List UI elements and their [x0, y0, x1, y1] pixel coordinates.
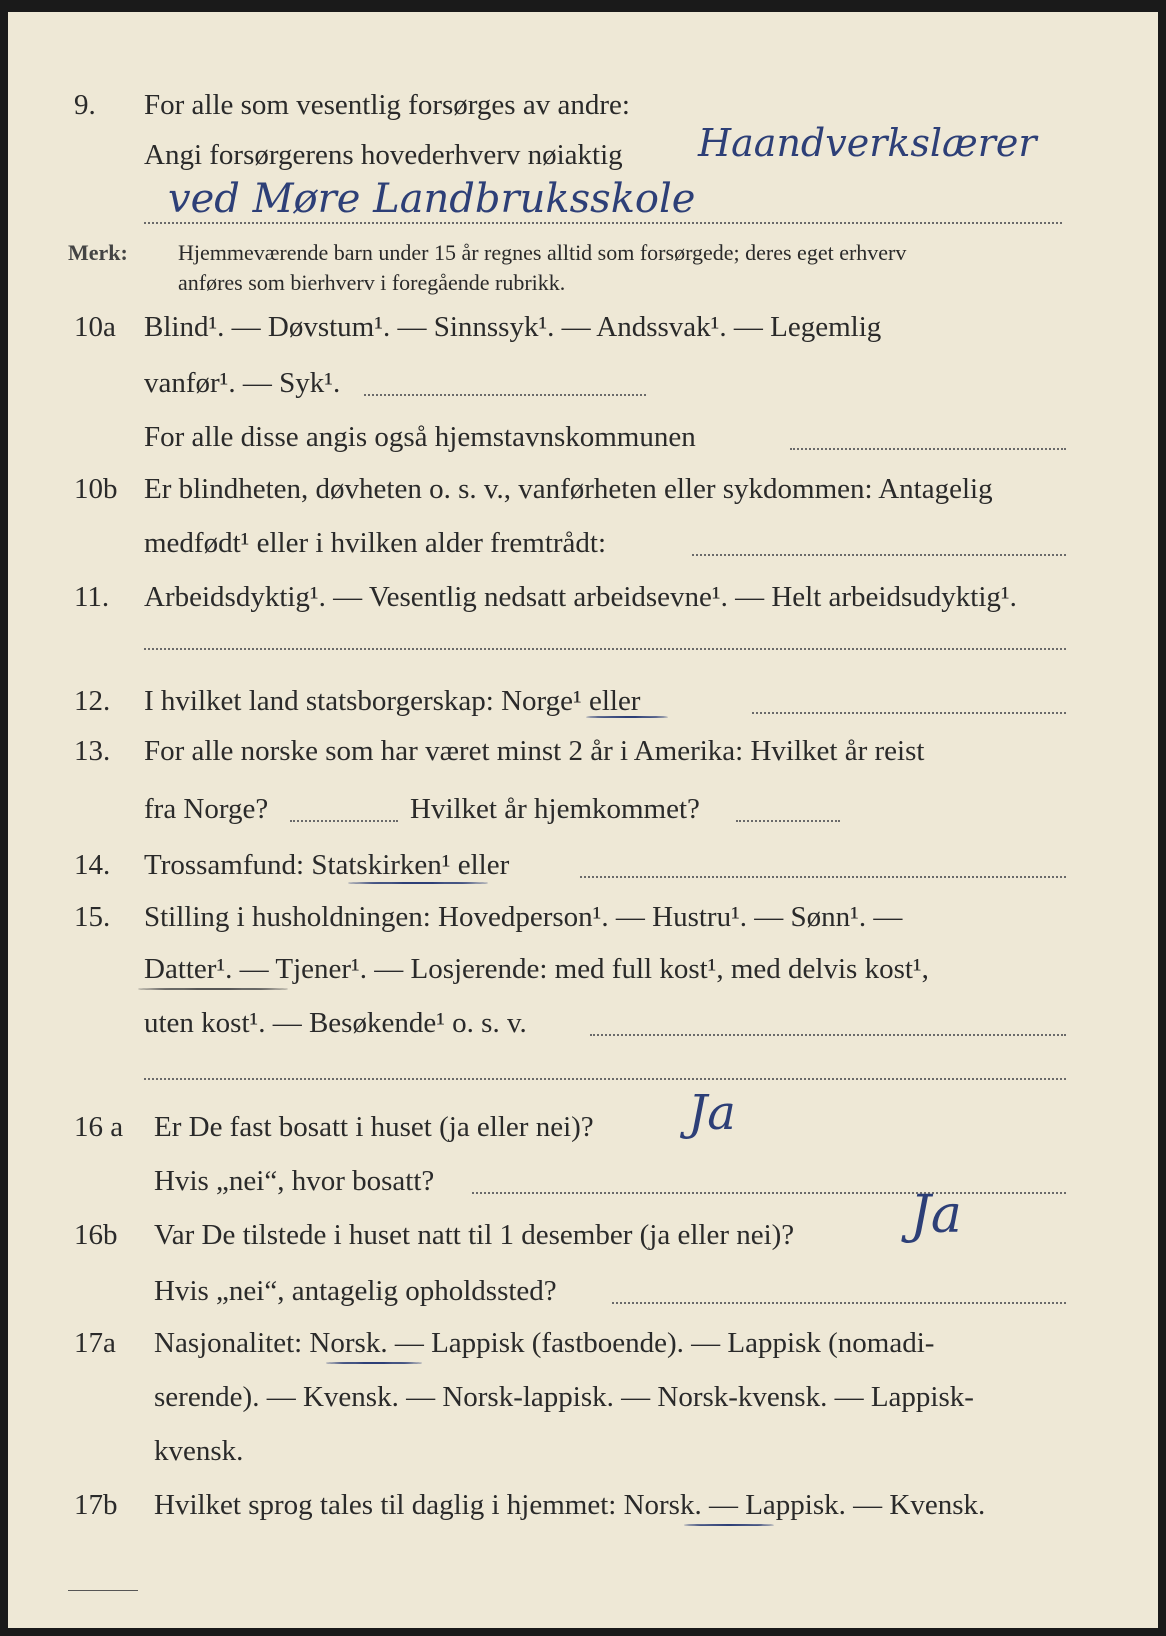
- q13-fill-line-2: [736, 820, 840, 822]
- q15-fill-line-2: [144, 1078, 1066, 1080]
- q17a-answer-underline: [326, 1362, 422, 1364]
- q10a-number: 10a: [74, 311, 116, 343]
- merk-label: Merk:: [68, 240, 128, 265]
- q15-number: 15.: [74, 901, 111, 933]
- q12-number: 12.: [74, 685, 111, 717]
- q13-number: 13.: [74, 735, 111, 767]
- q10b-text-2: medfødt¹ eller i hvilken alder fremtrådt:: [144, 527, 607, 559]
- q16a-number: 16 a: [74, 1111, 124, 1143]
- q16a-text-1: Er De fast bosatt i huset (ja eller nei)?: [154, 1111, 594, 1143]
- q9-text-2: Angi forsørgerens hovederhverv nøiaktig: [144, 139, 623, 171]
- q11-text-1: Arbeidsdyktig¹. — Vesentlig nedsatt arbeidsevne¹. — Helt arbeidsudyktig¹.: [144, 581, 1017, 613]
- q15-pencil-mark: [138, 988, 288, 990]
- q13-text-1: For alle norske som har været minst 2 år i Amerika: Hvilket år reist: [144, 735, 925, 767]
- q17b-text-1: Hvilket sprog tales til daglig i hjemmet: Norsk. — Lappisk. — Kvensk.: [154, 1489, 986, 1521]
- q16b-text-2: Hvis „nei“, antagelig opholdssted?: [154, 1275, 557, 1307]
- q9-handwritten-answer-1: Haandverkslærer: [698, 121, 1037, 165]
- q17a-text-2: serende). — Kvensk. — Norsk-lappisk. — Norsk-kvensk. — Lappisk-: [154, 1381, 974, 1413]
- q10a-fill-line-1: [364, 394, 646, 396]
- footnote-rule: [68, 1590, 138, 1591]
- q10a-text-2: vanfør¹. — Syk¹.: [144, 367, 341, 399]
- q10a-text-3: For alle disse angis også hjemstavnskommunen: [144, 421, 696, 453]
- q13-fill-line-1: [290, 820, 398, 822]
- merk-text-1: Hjemmeværende barn under 15 år regnes alltid som forsørgede; deres eget erhverv: [178, 240, 907, 265]
- merk-text-2: anføres som bierhverv i foregående rubrikk.: [178, 270, 566, 295]
- q9-handwritten-answer-2: ved Møre Landbruksskole: [168, 176, 696, 222]
- q10a-text-1: Blind¹. — Døvstum¹. — Sinnssyk¹. — Andssvak¹. — Legemlig: [144, 311, 882, 343]
- q14-fill-line: [580, 876, 1066, 878]
- q16b-handwritten-answer: Ja: [910, 1185, 962, 1245]
- q17b-answer-underline: [684, 1524, 774, 1526]
- q16a-text-2: Hvis „nei“, hvor bosatt?: [154, 1165, 435, 1197]
- q15-text-2: Datter¹. — Tjener¹. — Losjerende: med full kost¹, med delvis kost¹,: [144, 953, 929, 985]
- q16b-text-1: Var De tilstede i huset natt til 1 desember (ja eller nei)?: [154, 1219, 795, 1251]
- q13-text-2a: fra Norge?: [144, 793, 269, 825]
- q9-fill-line: [144, 222, 1062, 224]
- q16a-handwritten-answer: Ja: [688, 1085, 736, 1141]
- q16a-fill-line: [472, 1192, 1066, 1194]
- q10b-number: 10b: [74, 473, 118, 505]
- q13-text-2b: Hvilket år hjemkommet?: [410, 793, 700, 825]
- q16b-number: 16b: [74, 1219, 118, 1251]
- q17b-number: 17b: [74, 1489, 118, 1521]
- q15-fill-line-1: [590, 1034, 1066, 1036]
- q14-text-1: Trossamfund: Statskirken¹ eller: [144, 849, 510, 881]
- q15-text-3: uten kost¹. — Besøkende¹ o. s. v.: [144, 1007, 527, 1039]
- q17a-text-1: Nasjonalitet: Norsk. — Lappisk (fastboende). — Lappisk (nomadi-: [154, 1327, 935, 1359]
- q12-answer-underline: [586, 716, 668, 718]
- q14-number: 14.: [74, 849, 111, 881]
- q16b-fill-line: [612, 1302, 1066, 1304]
- q11-fill-line: [144, 648, 1066, 650]
- q9-number: 9.: [74, 89, 96, 121]
- q11-number: 11.: [74, 581, 110, 613]
- q12-text-1: I hvilket land statsborgerskap: Norge¹ eller: [144, 685, 641, 717]
- census-form-page: [8, 12, 1158, 1628]
- q17a-text-3: kvensk.: [154, 1435, 244, 1467]
- q17a-number: 17a: [74, 1327, 116, 1359]
- q9-text-1: For alle som vesentlig forsørges av andre:: [144, 89, 630, 121]
- q15-text-1: Stilling i husholdningen: Hovedperson¹. — Hustru¹. — Sønn¹. —: [144, 901, 903, 933]
- q10b-text-1: Er blindheten, døvheten o. s. v., vanførheten eller sykdommen: Antagelig: [144, 473, 993, 505]
- q12-fill-line: [752, 712, 1066, 714]
- q9-row-3: [8, 176, 1158, 226]
- q14-answer-underline: [348, 882, 488, 884]
- q10b-fill-line: [692, 554, 1066, 556]
- q10a-fill-line-2: [790, 448, 1066, 450]
